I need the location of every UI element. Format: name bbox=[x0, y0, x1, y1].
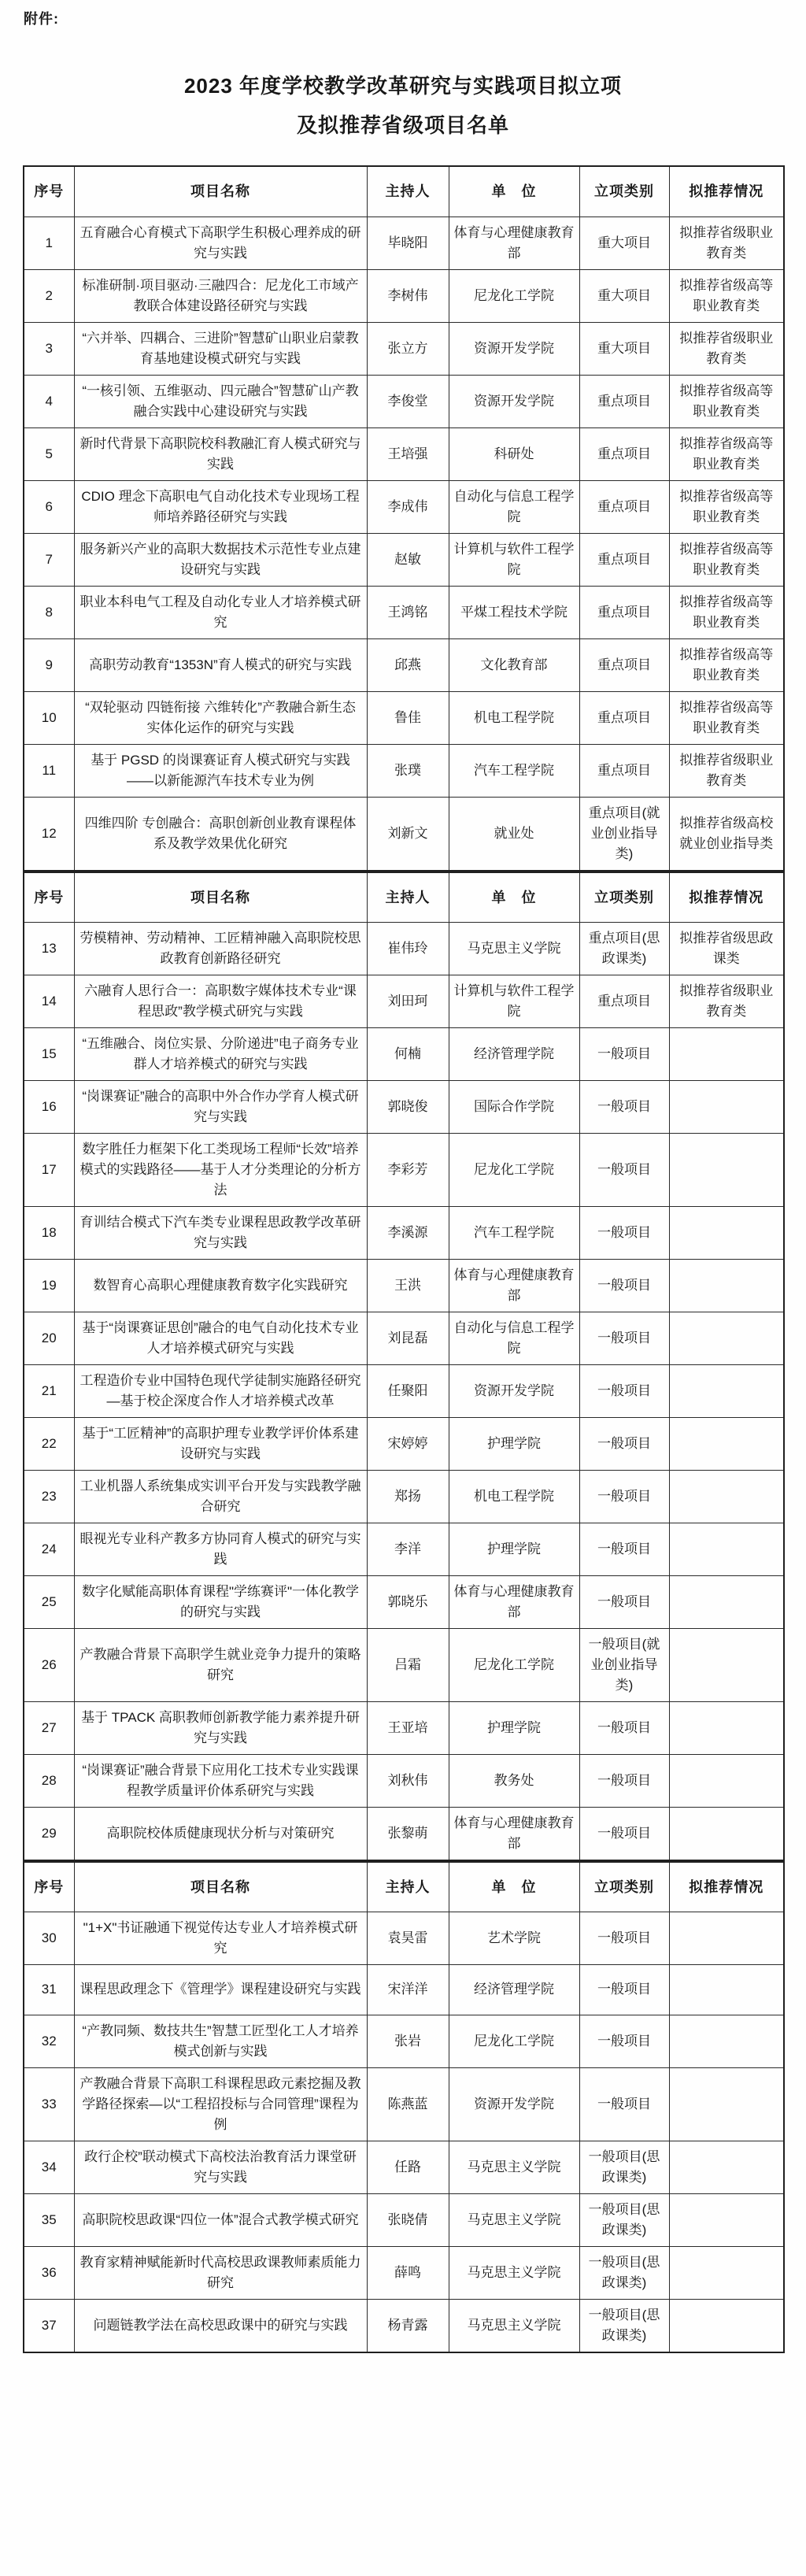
cell-no: 19 bbox=[24, 1259, 74, 1312]
cell-leader: 李彩芳 bbox=[367, 1133, 449, 1206]
cell-recommendation bbox=[669, 1080, 784, 1133]
cell-no: 36 bbox=[24, 2246, 74, 2299]
cell-leader: 王鸿铭 bbox=[367, 586, 449, 638]
table-row bbox=[24, 2141, 784, 2193]
cell-category: 重点项目 bbox=[579, 975, 669, 1027]
col-header-recommendation: 拟推荐情况 bbox=[669, 872, 784, 922]
cell-no: 11 bbox=[24, 744, 74, 797]
table-row bbox=[24, 375, 784, 427]
cell-leader: 张晓倩 bbox=[367, 2193, 449, 2246]
cell-category: 重点项目 bbox=[579, 586, 669, 638]
cell-title: “岗课赛证”融合的高职中外合作办学育人模式研究与实践 bbox=[74, 1080, 367, 1133]
cell-category: 一般项目(思政课类) bbox=[579, 2246, 669, 2299]
cell-title: 五育融合心育模式下高职学生积极心理养成的研究与实践 bbox=[74, 217, 367, 269]
table-row bbox=[24, 1754, 784, 1807]
cell-unit: 尼龙化工学院 bbox=[449, 1628, 579, 1701]
cell-recommendation: 拟推荐省级高等职业教育类 bbox=[669, 427, 784, 480]
col-header-project-title: 项目名称 bbox=[74, 1861, 367, 1912]
cell-category: 一般项目 bbox=[579, 1133, 669, 1206]
cell-leader: 刘秋伟 bbox=[367, 1754, 449, 1807]
cell-category: 重点项目 bbox=[579, 744, 669, 797]
cell-category: 一般项目 bbox=[579, 1807, 669, 1860]
cell-no: 7 bbox=[24, 533, 74, 586]
cell-category: 一般项目(就业创业指导类) bbox=[579, 1628, 669, 1701]
cell-recommendation bbox=[669, 1417, 784, 1470]
cell-no: 34 bbox=[24, 2141, 74, 2193]
col-header-category: 立项类别 bbox=[579, 872, 669, 922]
cell-no: 22 bbox=[24, 1417, 74, 1470]
table-row bbox=[24, 1259, 784, 1312]
cell-title: “双轮驱动 四链衔接 六维转化”产教融合新生态实体化运作的研究与实践 bbox=[74, 691, 367, 744]
cell-leader: 李树伟 bbox=[367, 269, 449, 322]
cell-no: 16 bbox=[24, 1080, 74, 1133]
cell-leader: 郭晓俊 bbox=[367, 1080, 449, 1133]
project-table-section-1 bbox=[23, 165, 785, 872]
cell-leader: 杨青露 bbox=[367, 2299, 449, 2352]
cell-category: 一般项目 bbox=[579, 2067, 669, 2141]
cell-category: 一般项目 bbox=[579, 1912, 669, 1964]
table-row bbox=[24, 922, 784, 975]
cell-title: 服务新兴产业的高职大数据技术示范性专业点建设研究与实践 bbox=[74, 533, 367, 586]
cell-recommendation bbox=[669, 1807, 784, 1860]
cell-unit: 马克思主义学院 bbox=[449, 2141, 579, 2193]
document-title-line-1: 2023 年度学校教学改革研究与实践项目拟立项 bbox=[183, 74, 623, 98]
cell-no: 12 bbox=[24, 797, 74, 871]
col-header-no: 序号 bbox=[24, 872, 74, 922]
cell-recommendation bbox=[669, 2015, 784, 2067]
cell-leader: 张璞 bbox=[367, 744, 449, 797]
cell-no: 27 bbox=[24, 1701, 74, 1754]
cell-unit: 艺术学院 bbox=[449, 1912, 579, 1964]
cell-category: 一般项目 bbox=[579, 2015, 669, 2067]
cell-category: 一般项目 bbox=[579, 1312, 669, 1364]
cell-category: 一般项目 bbox=[579, 1754, 669, 1807]
cell-leader: 刘新文 bbox=[367, 797, 449, 871]
cell-no: 1 bbox=[24, 217, 74, 269]
cell-leader: 李洋 bbox=[367, 1523, 449, 1575]
cell-unit: 体育与心理健康教育部 bbox=[449, 1259, 579, 1312]
cell-title: 六融育人思行合一：高职数字媒体技术专业“课程思政”教学模式研究与实践 bbox=[74, 975, 367, 1027]
table-row bbox=[24, 2246, 784, 2299]
cell-recommendation bbox=[669, 1206, 784, 1259]
cell-category: 一般项目 bbox=[579, 1470, 669, 1523]
cell-leader: 袁昊雷 bbox=[367, 1912, 449, 1964]
cell-category: 一般项目 bbox=[579, 1259, 669, 1312]
cell-recommendation bbox=[669, 1470, 784, 1523]
cell-unit: 计算机与软件工程学院 bbox=[449, 533, 579, 586]
table-row bbox=[24, 2193, 784, 2246]
cell-no: 13 bbox=[24, 922, 74, 975]
cell-no: 15 bbox=[24, 1027, 74, 1080]
col-header-project-title: 项目名称 bbox=[74, 872, 367, 922]
cell-unit: 资源开发学院 bbox=[449, 1364, 579, 1417]
cell-no: 32 bbox=[24, 2015, 74, 2067]
cell-no: 18 bbox=[24, 1206, 74, 1259]
cell-leader: 王亚培 bbox=[367, 1701, 449, 1754]
cell-title: 基于“岗课赛证思创”融合的电气自动化技术专业人才培养模式研究与实践 bbox=[74, 1312, 367, 1364]
attachment-label: 附件: bbox=[24, 11, 59, 27]
cell-leader: 毕晓阳 bbox=[367, 217, 449, 269]
cell-unit: 马克思主义学院 bbox=[449, 2299, 579, 2352]
cell-unit: 护理学院 bbox=[449, 1417, 579, 1470]
cell-title: 高职劳动教育“1353N”育人模式的研究与实践 bbox=[74, 638, 367, 691]
table-row bbox=[24, 638, 784, 691]
cell-title: 问题链教学法在高校思政课中的研究与实践 bbox=[74, 2299, 367, 2352]
cell-title: “六并举、四耦合、三进阶”智慧矿山职业启蒙教育基地建设模式研究与实践 bbox=[74, 322, 367, 375]
col-header-leader: 主持人 bbox=[367, 166, 449, 217]
table-row bbox=[24, 480, 784, 533]
cell-title: “产教同频、数技共生”智慧工匠型化工人才培养模式创新与实践 bbox=[74, 2015, 367, 2067]
cell-unit: 计算机与软件工程学院 bbox=[449, 975, 579, 1027]
cell-unit: 尼龙化工学院 bbox=[449, 269, 579, 322]
cell-category: 一般项目(思政课类) bbox=[579, 2193, 669, 2246]
cell-category: 重大项目 bbox=[579, 269, 669, 322]
table-row bbox=[24, 1575, 784, 1628]
cell-recommendation bbox=[669, 2141, 784, 2193]
cell-no: 23 bbox=[24, 1470, 74, 1523]
cell-category: 一般项目 bbox=[579, 1523, 669, 1575]
cell-category: 重大项目 bbox=[579, 322, 669, 375]
cell-recommendation bbox=[669, 1027, 784, 1080]
col-header-no: 序号 bbox=[24, 1861, 74, 1912]
table-row bbox=[24, 1470, 784, 1523]
cell-no: 10 bbox=[24, 691, 74, 744]
table-row bbox=[24, 2015, 784, 2067]
cell-recommendation bbox=[669, 1754, 784, 1807]
cell-no: 21 bbox=[24, 1364, 74, 1417]
cell-leader: 郑扬 bbox=[367, 1470, 449, 1523]
cell-leader: 崔伟玲 bbox=[367, 922, 449, 975]
cell-no: 26 bbox=[24, 1628, 74, 1701]
cell-no: 6 bbox=[24, 480, 74, 533]
cell-unit: 体育与心理健康教育部 bbox=[449, 217, 579, 269]
cell-title: 基于“工匠精神”的高职护理专业教学评价体系建设研究与实践 bbox=[74, 1417, 367, 1470]
cell-leader: 李俊堂 bbox=[367, 375, 449, 427]
cell-title: 产教融合背景下高职学生就业竞争力提升的策略研究 bbox=[74, 1628, 367, 1701]
table-row bbox=[24, 269, 784, 322]
cell-title: 劳模精神、劳动精神、工匠精神融入高职院校思政教育创新路径研究 bbox=[74, 922, 367, 975]
cell-leader: 张岩 bbox=[367, 2015, 449, 2067]
table-row bbox=[24, 1080, 784, 1133]
cell-recommendation: 拟推荐省级高等职业教育类 bbox=[669, 638, 784, 691]
cell-recommendation bbox=[669, 2246, 784, 2299]
cell-leader: 李溪源 bbox=[367, 1206, 449, 1259]
col-header-category: 立项类别 bbox=[579, 166, 669, 217]
cell-recommendation bbox=[669, 1259, 784, 1312]
cell-no: 3 bbox=[24, 322, 74, 375]
cell-category: 重点项目(思政课类) bbox=[579, 922, 669, 975]
cell-leader: 陈燕蓝 bbox=[367, 2067, 449, 2141]
cell-leader: 任聚阳 bbox=[367, 1364, 449, 1417]
cell-leader: 赵敏 bbox=[367, 533, 449, 586]
cell-category: 一般项目 bbox=[579, 1080, 669, 1133]
cell-category: 一般项目 bbox=[579, 1964, 669, 2015]
table-header-row bbox=[24, 166, 784, 217]
table-area bbox=[23, 165, 783, 2353]
cell-title: "1+X"书证融通下视觉传达专业人才培养模式研究 bbox=[74, 1912, 367, 1964]
col-header-leader: 主持人 bbox=[367, 872, 449, 922]
cell-category: 重点项目 bbox=[579, 480, 669, 533]
cell-recommendation: 拟推荐省级高等职业教育类 bbox=[669, 269, 784, 322]
cell-recommendation bbox=[669, 2299, 784, 2352]
cell-title: 职业本科电气工程及自动化专业人才培养模式研究 bbox=[74, 586, 367, 638]
cell-unit: 国际合作学院 bbox=[449, 1080, 579, 1133]
cell-recommendation bbox=[669, 1701, 784, 1754]
cell-leader: 邱燕 bbox=[367, 638, 449, 691]
cell-category: 重点项目 bbox=[579, 691, 669, 744]
cell-unit: 护理学院 bbox=[449, 1701, 579, 1754]
cell-recommendation bbox=[669, 1312, 784, 1364]
col-header-unit: 单 位 bbox=[449, 872, 579, 922]
cell-unit: 自动化与信息工程学院 bbox=[449, 480, 579, 533]
cell-recommendation: 拟推荐省级高等职业教育类 bbox=[669, 533, 784, 586]
cell-recommendation: 拟推荐省级职业教育类 bbox=[669, 975, 784, 1027]
cell-no: 29 bbox=[24, 1807, 74, 1860]
cell-leader: 王洪 bbox=[367, 1259, 449, 1312]
cell-title: 数字化赋能高职体育课程"学练赛评"一体化教学的研究与实践 bbox=[74, 1575, 367, 1628]
cell-title: 新时代背景下高职院校科教融汇育人模式研究与实践 bbox=[74, 427, 367, 480]
cell-recommendation bbox=[669, 1964, 784, 2015]
cell-no: 20 bbox=[24, 1312, 74, 1364]
cell-category: 一般项目 bbox=[579, 1206, 669, 1259]
cell-category: 一般项目(思政课类) bbox=[579, 2141, 669, 2193]
cell-recommendation: 拟推荐省级高等职业教育类 bbox=[669, 586, 784, 638]
cell-recommendation: 拟推荐省级思政课类 bbox=[669, 922, 784, 975]
table-row bbox=[24, 1701, 784, 1754]
table-row bbox=[24, 744, 784, 797]
cell-unit: 文化教育部 bbox=[449, 638, 579, 691]
table-row bbox=[24, 217, 784, 269]
col-header-recommendation: 拟推荐情况 bbox=[669, 166, 784, 217]
cell-leader: 张黎萌 bbox=[367, 1807, 449, 1860]
cell-no: 37 bbox=[24, 2299, 74, 2352]
cell-recommendation: 拟推荐省级高等职业教育类 bbox=[669, 480, 784, 533]
cell-title: 工程造价专业中国特色现代学徒制实施路径研究—基于校企深度合作人才培养模式改革 bbox=[74, 1364, 367, 1417]
cell-title: 数智育心高职心理健康教育数字化实践研究 bbox=[74, 1259, 367, 1312]
cell-title: 政行企校”联动模式下高校法治教育活力课堂研究与实践 bbox=[74, 2141, 367, 2193]
cell-title: “五维融合、岗位实景、分阶递进”电子商务专业群人才培养模式的研究与实践 bbox=[74, 1027, 367, 1080]
table-row bbox=[24, 533, 784, 586]
cell-title: 课程思政理念下《管理学》课程建设研究与实践 bbox=[74, 1964, 367, 2015]
cell-unit: 马克思主义学院 bbox=[449, 922, 579, 975]
cell-no: 35 bbox=[24, 2193, 74, 2246]
col-header-category: 立项类别 bbox=[579, 1861, 669, 1912]
col-header-leader: 主持人 bbox=[367, 1861, 449, 1912]
cell-title: 数字胜任力框架下化工类现场工程师“长效”培养模式的实践路径——基于人才分类理论的分析方法 bbox=[74, 1133, 367, 1206]
cell-unit: 平煤工程技术学院 bbox=[449, 586, 579, 638]
table-header-row bbox=[24, 872, 784, 922]
cell-unit: 教务处 bbox=[449, 1754, 579, 1807]
cell-unit: 资源开发学院 bbox=[449, 375, 579, 427]
cell-leader: 刘昆磊 bbox=[367, 1312, 449, 1364]
cell-no: 5 bbox=[24, 427, 74, 480]
cell-category: 重点项目 bbox=[579, 375, 669, 427]
cell-title: 四维四阶 专创融合：高职创新创业教育课程体系及教学效果优化研究 bbox=[74, 797, 367, 871]
cell-unit: 尼龙化工学院 bbox=[449, 1133, 579, 1206]
cell-category: 一般项目 bbox=[579, 1027, 669, 1080]
cell-title: 眼视光专业科产教多方协同育人模式的研究与实践 bbox=[74, 1523, 367, 1575]
cell-unit: 机电工程学院 bbox=[449, 1470, 579, 1523]
cell-leader: 张立方 bbox=[367, 322, 449, 375]
cell-title: 高职院校体质健康现状分析与对策研究 bbox=[74, 1807, 367, 1860]
cell-unit: 资源开发学院 bbox=[449, 2067, 579, 2141]
cell-title: 标准研制·项目驱动·三融四合：尼龙化工市域产教联合体建设路径研究与实践 bbox=[74, 269, 367, 322]
cell-no: 9 bbox=[24, 638, 74, 691]
cell-category: 一般项目 bbox=[579, 1575, 669, 1628]
cell-unit: 机电工程学院 bbox=[449, 691, 579, 744]
cell-recommendation bbox=[669, 1912, 784, 1964]
cell-unit: 汽车工程学院 bbox=[449, 1206, 579, 1259]
cell-recommendation: 拟推荐省级职业教育类 bbox=[669, 744, 784, 797]
document-title bbox=[0, 66, 806, 145]
cell-category: 一般项目(思政课类) bbox=[579, 2299, 669, 2352]
cell-unit: 资源开发学院 bbox=[449, 322, 579, 375]
cell-category: 重点项目 bbox=[579, 638, 669, 691]
cell-title: CDIO 理念下高职电气自动化技术专业现场工程师培养路径研究与实践 bbox=[74, 480, 367, 533]
table-header-row bbox=[24, 1861, 784, 1912]
cell-category: 重点项目(就业创业指导类) bbox=[579, 797, 669, 871]
cell-unit: 尼龙化工学院 bbox=[449, 2015, 579, 2067]
cell-no: 17 bbox=[24, 1133, 74, 1206]
cell-no: 4 bbox=[24, 375, 74, 427]
cell-recommendation bbox=[669, 2067, 784, 2141]
col-header-no: 序号 bbox=[24, 166, 74, 217]
cell-recommendation: 拟推荐省级职业教育类 bbox=[669, 217, 784, 269]
table-row bbox=[24, 1417, 784, 1470]
cell-leader: 薛鸣 bbox=[367, 2246, 449, 2299]
cell-no: 31 bbox=[24, 1964, 74, 2015]
cell-recommendation: 拟推荐省级职业教育类 bbox=[669, 322, 784, 375]
cell-leader: 王培强 bbox=[367, 427, 449, 480]
cell-unit: 经济管理学院 bbox=[449, 1964, 579, 2015]
cell-unit: 汽车工程学院 bbox=[449, 744, 579, 797]
cell-title: “岗课赛证”融合背景下应用化工技术专业实践课程教学质量评价体系研究与实践 bbox=[74, 1754, 367, 1807]
cell-unit: 就业处 bbox=[449, 797, 579, 871]
table-row bbox=[24, 1964, 784, 2015]
table-row bbox=[24, 322, 784, 375]
cell-unit: 科研处 bbox=[449, 427, 579, 480]
cell-title: 基于 PGSD 的岗课赛证育人模式研究与实践——以新能源汽车技术专业为例 bbox=[74, 744, 367, 797]
cell-no: 14 bbox=[24, 975, 74, 1027]
cell-leader: 郭晓乐 bbox=[367, 1575, 449, 1628]
table-row bbox=[24, 1523, 784, 1575]
project-table-section-3 bbox=[23, 1860, 785, 2353]
cell-leader: 宋洋洋 bbox=[367, 1964, 449, 2015]
cell-title: “一核引领、五维驱动、四元融合”智慧矿山产教融合实践中心建设研究与实践 bbox=[74, 375, 367, 427]
cell-recommendation bbox=[669, 1364, 784, 1417]
cell-leader: 李成伟 bbox=[367, 480, 449, 533]
cell-unit: 经济管理学院 bbox=[449, 1027, 579, 1080]
table-row bbox=[24, 586, 784, 638]
cell-category: 一般项目 bbox=[579, 1364, 669, 1417]
table-row bbox=[24, 1912, 784, 1964]
table-row bbox=[24, 1312, 784, 1364]
cell-no: 8 bbox=[24, 586, 74, 638]
cell-unit: 护理学院 bbox=[449, 1523, 579, 1575]
col-header-project-title: 项目名称 bbox=[74, 166, 367, 217]
cell-recommendation bbox=[669, 1575, 784, 1628]
table-row bbox=[24, 1027, 784, 1080]
table-row bbox=[24, 1807, 784, 1860]
cell-recommendation: 拟推荐省级高等职业教育类 bbox=[669, 375, 784, 427]
cell-recommendation bbox=[669, 1133, 784, 1206]
cell-category: 一般项目 bbox=[579, 1417, 669, 1470]
cell-recommendation: 拟推荐省级高等职业教育类 bbox=[669, 691, 784, 744]
cell-unit: 体育与心理健康教育部 bbox=[449, 1575, 579, 1628]
cell-leader: 宋婷婷 bbox=[367, 1417, 449, 1470]
table-row bbox=[24, 2067, 784, 2141]
cell-category: 一般项目 bbox=[579, 1701, 669, 1754]
table-row bbox=[24, 1133, 784, 1206]
cell-no: 24 bbox=[24, 1523, 74, 1575]
table-row bbox=[24, 975, 784, 1027]
cell-unit: 体育与心理健康教育部 bbox=[449, 1807, 579, 1860]
cell-no: 2 bbox=[24, 269, 74, 322]
table-row bbox=[24, 691, 784, 744]
cell-unit: 马克思主义学院 bbox=[449, 2246, 579, 2299]
cell-no: 25 bbox=[24, 1575, 74, 1628]
cell-recommendation bbox=[669, 1628, 784, 1701]
cell-category: 重点项目 bbox=[579, 533, 669, 586]
col-header-recommendation: 拟推荐情况 bbox=[669, 1861, 784, 1912]
cell-title: 高职院校思政课“四位一体”混合式教学模式研究 bbox=[74, 2193, 367, 2246]
col-header-unit: 单 位 bbox=[449, 1861, 579, 1912]
cell-leader: 吕霜 bbox=[367, 1628, 449, 1701]
cell-category: 重点项目 bbox=[579, 427, 669, 480]
cell-recommendation: 拟推荐省级高校就业创业指导类 bbox=[669, 797, 784, 871]
cell-title: 产教融合背景下高职工科课程思政元素挖掘及教学路径探索—以“工程招投标与合同管理”课程为例 bbox=[74, 2067, 367, 2141]
cell-title: 教育家精神赋能新时代高校思政课教师素质能力研究 bbox=[74, 2246, 367, 2299]
table-row bbox=[24, 2299, 784, 2352]
cell-unit: 马克思主义学院 bbox=[449, 2193, 579, 2246]
document-title-line-2: 及拟推荐省级项目名单 bbox=[296, 113, 509, 137]
table-row bbox=[24, 1628, 784, 1701]
cell-recommendation bbox=[669, 2193, 784, 2246]
cell-leader: 刘田珂 bbox=[367, 975, 449, 1027]
table-row bbox=[24, 1206, 784, 1259]
cell-unit: 自动化与信息工程学院 bbox=[449, 1312, 579, 1364]
cell-no: 33 bbox=[24, 2067, 74, 2141]
table-row bbox=[24, 427, 784, 480]
cell-leader: 任路 bbox=[367, 2141, 449, 2193]
cell-leader: 鲁佳 bbox=[367, 691, 449, 744]
cell-no: 28 bbox=[24, 1754, 74, 1807]
cell-leader: 何楠 bbox=[367, 1027, 449, 1080]
col-header-unit: 单 位 bbox=[449, 166, 579, 217]
project-table-section-2 bbox=[23, 871, 785, 1861]
cell-category: 重大项目 bbox=[579, 217, 669, 269]
cell-title: 工业机器人系统集成实训平台开发与实践教学融合研究 bbox=[74, 1470, 367, 1523]
cell-recommendation bbox=[669, 1523, 784, 1575]
table-row bbox=[24, 1364, 784, 1417]
table-row bbox=[24, 797, 784, 871]
cell-title: 育训结合模式下汽车类专业课程思政教学改革研究与实践 bbox=[74, 1206, 367, 1259]
cell-title: 基于 TPACK 高职教师创新教学能力素养提升研究与实践 bbox=[74, 1701, 367, 1754]
cell-no: 30 bbox=[24, 1912, 74, 1964]
